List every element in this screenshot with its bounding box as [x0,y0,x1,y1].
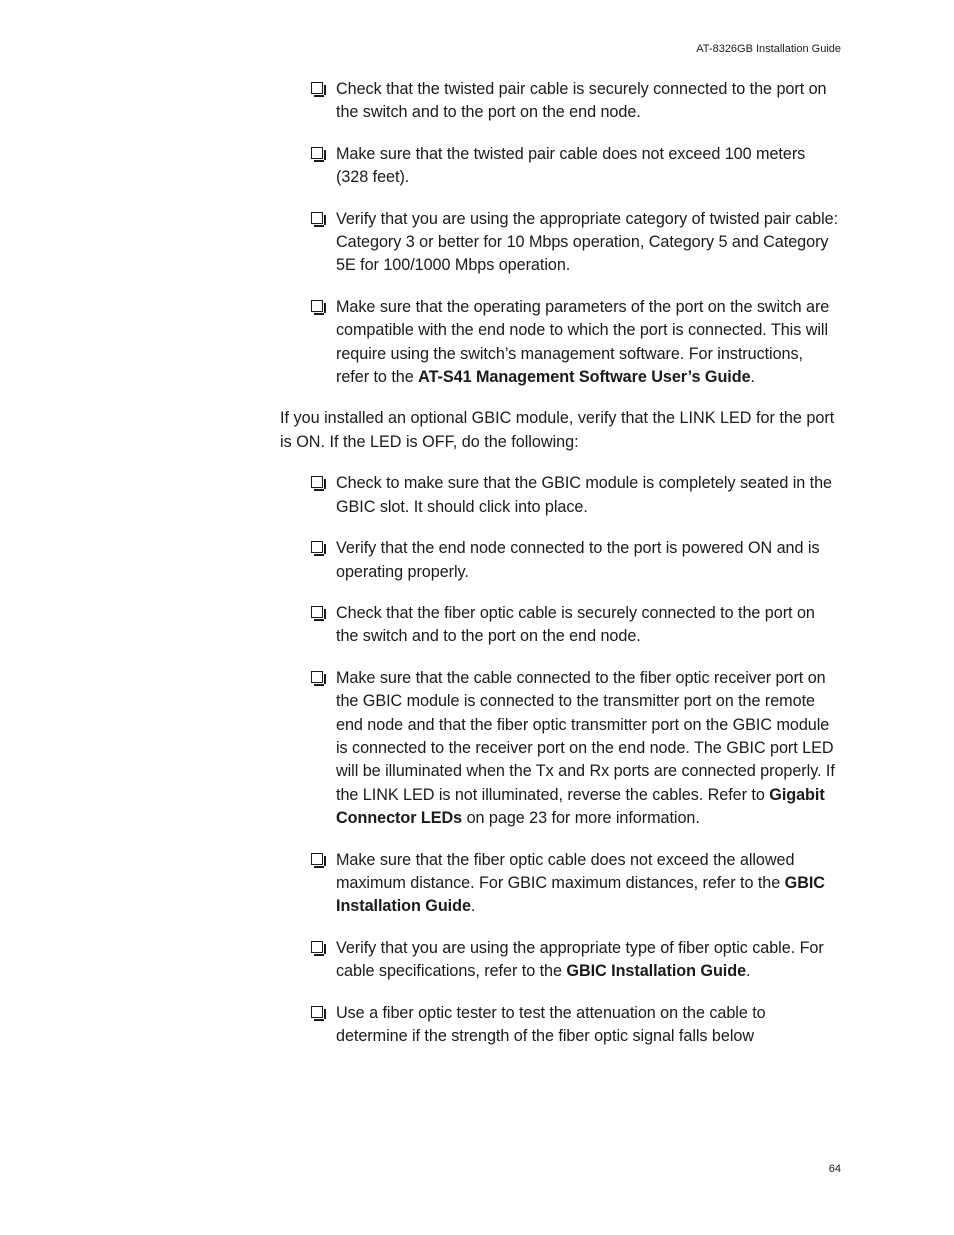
checklist-item [280,937,840,984]
page-number: 64 [828,1163,841,1175]
checklist-item [280,849,840,919]
item-text: Check to make sure that the GBIC module is completely seated in the GBIC slot. It should click into place. [336,474,833,516]
checkbox-bullet-icon [311,300,323,312]
gbic-intro-paragraph: If you installed an optional GBIC module, verify that the LINK LED for the port is ON. If the LED is OFF, do the following: [280,409,835,451]
item-text: Check that the fiber optic cable is securely connected to the port on the switch and to the port on the end node. [336,603,815,646]
checklist-item [280,537,840,584]
checklist-gbic [280,472,840,1048]
checklist-item [280,1002,840,1049]
checklist-item [280,667,840,831]
checklist-item [280,143,840,190]
item-text: Check that the twisted pair cable is securely connected to the port on the switch and to the port on the end node. [336,80,827,122]
item-text: Make sure that the operating parameters of the port on the switch are compatible with the end node to which the port is connected. This will require using the switch’s management software. For instructions, refer to the [336,297,830,387]
checkbox-bullet-icon [311,1006,323,1018]
checkbox-bullet-icon [311,671,323,683]
item-text: Make sure that the twisted pair cable does not exceed 100 meters (328 feet). [336,144,806,187]
checkbox-bullet-icon [311,853,323,865]
checkbox-bullet-icon [311,476,323,488]
item-text: on page 23 for more information. [462,809,700,828]
document-reference: GBIC Installation Guide [566,962,747,981]
checkbox-bullet-icon [311,541,323,553]
item-text: Use a fiber optic tester to test the attenuation on the cable to determine if the strength of the fiber optic signal falls below [336,1003,766,1045]
checklist-item [280,472,840,519]
document-reference: AT-S41 Management Software User’s Guide [418,368,751,387]
document-reference: Gigabit Connector LEDs [336,785,825,828]
checklist-item [280,602,840,649]
checkbox-bullet-icon [311,941,323,953]
item-text: Make sure that the fiber optic cable does not exceed the allowed maximum distance. For GBIC maximum distances, refer to the [336,850,795,892]
checkbox-bullet-icon [311,212,323,224]
checklist-twisted-pair [280,78,840,389]
running-header: AT-8326GB Installation Guide [696,43,841,55]
checklist-item [280,208,840,278]
page-content [280,78,840,1066]
item-text: . [470,897,476,916]
document-reference: GBIC Installation Guide [336,873,825,916]
item-text: Verify that you are using the appropriate category of twisted pair cable: Category 3 or better for 10 Mbps operation, Category 5 and Category 5E for 100/1000 Mbps operation. [336,209,839,275]
checklist-item [280,296,840,390]
item-text: Verify that the end node connected to the port is powered ON and is operating properly. [336,539,820,581]
checkbox-bullet-icon [311,606,323,618]
checkbox-bullet-icon [311,82,323,94]
item-text: . [746,962,751,981]
item-text: . [750,368,755,387]
checkbox-bullet-icon [311,147,323,159]
item-text: Make sure that the cable connected to the fiber optic receiver port on the GBIC module is connected to the transmitter port on the remote end node and that the fiber optic transmitter port on the GBIC module is connected to the receiver port on the end node. The GBIC port LED will be illuminated when the Tx and Rx ports are connected properly. If the LINK LED is not illuminated, reverse the cables. Refer to [336,668,835,804]
item-text: Verify that you are using the appropriate type of fiber optic cable. For cable specifications, refer to the [336,938,824,981]
checklist-item [280,78,840,125]
